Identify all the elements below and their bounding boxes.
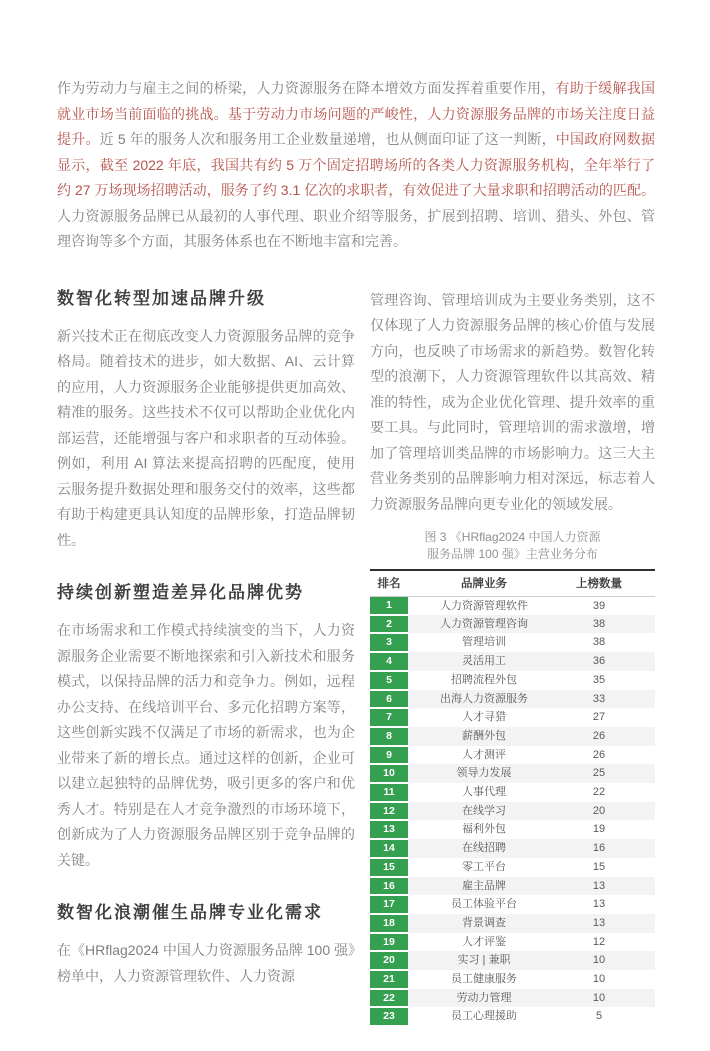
- spacer-cell: [638, 914, 655, 933]
- table-row: [370, 764, 655, 783]
- rank-cell: 1: [370, 597, 408, 615]
- rank-cell: 9: [370, 746, 408, 765]
- table-row: [370, 858, 655, 877]
- spacer-cell: [638, 1007, 655, 1026]
- table-row: [370, 597, 655, 615]
- business-cell: 招聘流程外包: [451, 673, 517, 686]
- table-row: [370, 783, 655, 802]
- table-row: [370, 652, 655, 671]
- spacer-cell: [638, 877, 655, 896]
- business-cell: 员工心理援助: [451, 1010, 517, 1023]
- business-ranking-table: [370, 569, 655, 1027]
- count-cell: 13: [560, 914, 638, 933]
- two-column-layout: [57, 288, 655, 1028]
- intro-highlight-red: 有助于缓解我国就业市场当前面临的挑战。基于劳动力市场问题的严峻性，人力资源服务品牌的市场关注度日益提升。: [57, 80, 656, 147]
- count-cell: 15: [592, 860, 606, 873]
- spacer-cell: [638, 727, 655, 746]
- business-cell: 人力资源管理软件: [440, 599, 528, 612]
- section-heading-3: 数智化浪潮催生品牌专业化需求: [57, 903, 323, 922]
- rank-cell: 16: [370, 877, 408, 896]
- table-header-business: 品牌业务: [408, 570, 560, 597]
- rank-cell: 8: [370, 727, 408, 746]
- table-header-spacer: [638, 570, 655, 597]
- intro-text: 人力资源服务品牌已从最初的人事代理、职业介绍等服务，扩展到招聘、培训、猎头、外包、管理咨询等多个方面，其服务体系也在不断地丰富和完善。: [57, 207, 655, 249]
- rank-cell: 6: [370, 690, 408, 709]
- spacer-cell: [638, 839, 655, 858]
- count-cell: 13: [592, 898, 606, 911]
- business-cell: 员工健康服务: [451, 973, 517, 986]
- count-cell: 20: [560, 802, 638, 821]
- count-cell: 12: [592, 935, 606, 948]
- table-row: [370, 746, 655, 765]
- rank-cell: 4: [370, 652, 408, 671]
- spacer-cell: [638, 858, 655, 877]
- count-cell: 38: [592, 636, 606, 649]
- spacer-cell: [638, 690, 655, 709]
- rank-cell: 21: [370, 970, 408, 989]
- business-cell: 在线招聘: [408, 839, 560, 858]
- rank-cell: 20: [370, 951, 408, 970]
- table-header-count: 上榜数量: [560, 570, 638, 597]
- spacer-cell: [638, 633, 655, 652]
- table-row: [370, 970, 655, 989]
- business-cell: 在线学习: [408, 802, 560, 821]
- spacer-cell: [638, 764, 655, 783]
- table-row: [370, 933, 655, 952]
- figure-caption: [370, 529, 655, 563]
- spacer-cell: [638, 597, 655, 615]
- figure-caption-line2: 服务品牌 100 强》主营业务分布: [427, 547, 598, 561]
- table-row: [370, 708, 655, 727]
- rank-cell: 18: [370, 914, 408, 933]
- table-row: [370, 895, 655, 914]
- spacer-cell: [638, 783, 655, 802]
- rank-cell: 3: [370, 633, 408, 652]
- figure-caption-line1: 图 3 《HRflag2024 中国人力资源: [424, 530, 601, 544]
- section-paragraph-1: 新兴技术正在彻底改变人力资源服务品牌的竞争格局。随着技术的进步，如大数据、AI、云计算的应用，人力资源服务企业能够提供更加高效、精准的服务。这些技术不仅可以帮助企业优化内部运营，还能增强与客户和求职者的互动体验。例如，利用 AI 算法来提高招聘的匹配度，使用云服务提升数据处理和服务交付的效率，这些都有助于构建更具认知度的品牌形象，打造品牌韧性。: [57, 327, 355, 548]
- intro-text: 近 5 年的服务人次和服务用工企业数量递增，也从侧面印证了这一判断，: [99, 131, 556, 147]
- table-row: [370, 914, 655, 933]
- spacer-cell: [638, 933, 655, 952]
- table-row: [370, 951, 655, 970]
- business-cell: 人事代理: [462, 786, 506, 799]
- table-row: [370, 727, 655, 746]
- rank-cell: 13: [370, 820, 408, 839]
- section-paragraph-2: 在市场需求和工作模式持续演变的当下，人力资源服务企业需要不断地探索和引入新技术和服务模式，以保持品牌的活力和竞争力。例如，远程办公支持、在线培训平台、多元化招聘方案等，这些创新实践不仅满足了市场的新需求，也为企业带来了新的增长点。通过这样的创新，企业可以建立起独特的品牌优势，吸引更多的客户和优秀人才。特别是在人才竞争激烈的市场环境下，创新成为了人力资源服务品牌区别于竞争品牌的关键。: [57, 622, 355, 868]
- business-cell: 领导力发展: [408, 764, 560, 783]
- count-cell: 27: [592, 711, 606, 724]
- rank-cell: 14: [370, 839, 408, 858]
- count-cell: 10: [560, 989, 638, 1008]
- spacer-cell: [638, 652, 655, 671]
- left-column: [57, 288, 355, 1028]
- table-row: [370, 615, 655, 634]
- table-row: [370, 1007, 655, 1026]
- count-cell: 10: [592, 973, 606, 986]
- count-cell: 10: [560, 951, 638, 970]
- count-cell: 33: [560, 690, 638, 709]
- count-cell: 26: [560, 727, 638, 746]
- spacer-cell: [638, 820, 655, 839]
- intro-text: 作为劳动力与雇主之间的桥梁，人力资源服务在降本增效方面发挥着重要作用，: [57, 80, 556, 96]
- spacer-cell: [638, 989, 655, 1008]
- section-heading-2: 持续创新塑造差异化品牌优势: [57, 583, 304, 602]
- business-cell: 人才评鉴: [462, 935, 506, 948]
- table-row: [370, 671, 655, 690]
- rank-cell: 15: [370, 858, 408, 877]
- spacer-cell: [638, 970, 655, 989]
- business-cell: 出海人力资源服务: [408, 690, 560, 709]
- count-cell: 39: [592, 599, 606, 612]
- table-header-rank: 排名: [370, 570, 408, 597]
- spacer-cell: [638, 802, 655, 821]
- rank-cell: 10: [370, 764, 408, 783]
- table-header-row: [370, 570, 655, 597]
- intro-highlight-red: 中国政府网数据显示，截至 2022 年底，我国共有约 5 万个固定招聘场所的各类人力资源服务机构，全年举行了约 27 万场现场招聘活动，服务了约 3.1 亿次的求职者，有效促进了大量求职和招聘活动的匹配。: [57, 131, 655, 198]
- business-cell: 薪酬外包: [408, 727, 560, 746]
- section-paragraph-3: 在《HRflag2024 中国人力资源服务品牌 100 强》榜单中，人力资源管理软件、人力资源: [57, 942, 355, 984]
- count-cell: 13: [560, 877, 638, 896]
- table-row: [370, 802, 655, 821]
- business-cell: 背景调查: [408, 914, 560, 933]
- business-cell: 员工体验平台: [451, 898, 517, 911]
- business-cell: 人才测评: [462, 748, 506, 761]
- spacer-cell: [638, 671, 655, 690]
- business-cell: 实习 | 兼职: [408, 951, 560, 970]
- rank-cell: 19: [370, 933, 408, 952]
- spacer-cell: [638, 951, 655, 970]
- count-cell: 36: [560, 652, 638, 671]
- rank-cell: 22: [370, 989, 408, 1008]
- count-cell: 5: [595, 1010, 603, 1023]
- rank-cell: 11: [370, 783, 408, 802]
- section-heading-1: 数智化转型加速品牌升级: [57, 288, 266, 308]
- rank-cell: 12: [370, 802, 408, 821]
- count-cell: 22: [592, 786, 606, 799]
- spacer-cell: [638, 708, 655, 727]
- spacer-cell: [638, 746, 655, 765]
- table-row: [370, 690, 655, 709]
- table-row: [370, 877, 655, 896]
- rank-cell: 7: [370, 708, 408, 727]
- count-cell: 35: [592, 673, 606, 686]
- table-row: [370, 839, 655, 858]
- table-row: [370, 989, 655, 1008]
- count-cell: 19: [592, 823, 606, 836]
- rank-cell: 17: [370, 895, 408, 914]
- business-cell: 雇主品牌: [408, 877, 560, 896]
- spacer-cell: [638, 615, 655, 634]
- table-row: [370, 820, 655, 839]
- intro-paragraph: [57, 76, 655, 255]
- business-cell: 人力资源管理咨询: [408, 615, 560, 634]
- business-cell: 零工平台: [462, 860, 506, 873]
- business-cell: 劳动力管理: [408, 989, 560, 1008]
- count-cell: 38: [560, 615, 638, 634]
- right-column: [370, 288, 655, 1028]
- count-cell: 26: [592, 748, 606, 761]
- business-cell: 人才寻猎: [462, 711, 506, 724]
- table-row: [370, 633, 655, 652]
- rank-cell: 5: [370, 671, 408, 690]
- count-cell: 16: [560, 839, 638, 858]
- business-cell: 灵活用工: [408, 652, 560, 671]
- spacer-cell: [638, 895, 655, 914]
- rank-cell: 23: [370, 1007, 408, 1026]
- rank-cell: 2: [370, 615, 408, 634]
- business-cell: 福利外包: [462, 823, 506, 836]
- right-paragraph: 管理咨询、管理培训成为主要业务类别，这不仅体现了人力资源服务品牌的核心价值与发展方向，也反映了市场需求的新趋势。数智化转型的浪潮下，人力资源管理软件以其高效、精准的特性，成为企业优化管理、提升效率的重要工具。与此同时，管理培训的需求激增，增加了管理培训类品牌的市场影响力。这三大主营业务类别的品牌影响力相对深远，标志着人力资源服务品牌向更专业化的领域发展。: [370, 291, 655, 512]
- count-cell: 25: [560, 764, 638, 783]
- business-cell: 管理培训: [462, 636, 506, 649]
